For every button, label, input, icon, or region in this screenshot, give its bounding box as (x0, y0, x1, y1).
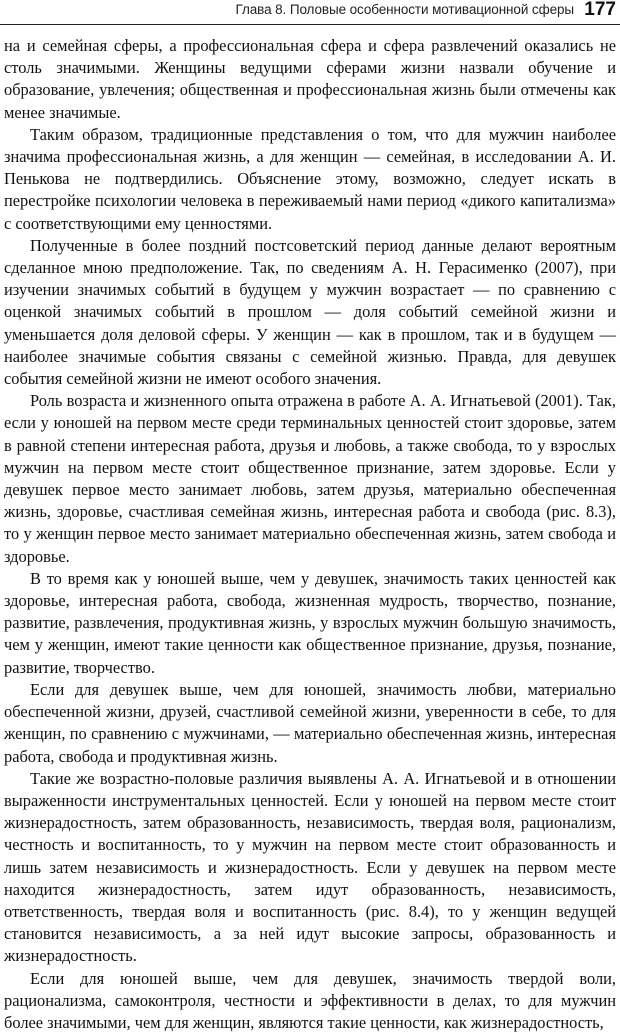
body-text (4, 35, 616, 1034)
running-header (0, 0, 620, 25)
paragraph-continuation: на и семейная сферы, а профессиональная сфера и сфера развлечений оказались не столь значимыми. Женщины ведущими сферами жизни назвали обучение и образование, увлечения; общественная и профессиональная жизнь были отмечены как менее значимые. (4, 36, 616, 122)
paragraph: В то время как у юношей выше, чем у девушек, значимость таких ценностей как здоровье, интересная работа, свобода, жизненная мудрость, творчество, познание, развитие, развлечения, продуктивная жизнь, у взрослых мужчин большую значимость, чем у женщин, имеют такие ценности как общественное признание, друзья, познание, развитие, творчество. (4, 568, 616, 677)
chapter-title: Глава 8. Половые особенности мотивационной сферы (235, 2, 574, 17)
paragraph: Если для юношей выше, чем для девушек, значимость твердой воли, рационализма, самоконтроля, честности и эффективности в делах, то для мужчин более значимыми, чем для женщин, являются такие ценности, как жизнерадостность, (4, 968, 616, 1032)
paragraph: Роль возраста и жизненного опыта отражена в работе А. А. Игнатьевой (2001). Так, если у юношей на первом месте среди терминальных ценностей стоит здоровье, затем в равной степени интересная работа, друзья и любовь, а также свобода, то у взрослых мужчин на первом месте стоит общественное признание, затем здоровье. Если у девушек первое место занимает любовь, затем друзья, материально обеспеченная жизнь, здоровье, счастливая семейная жизнь, интересная работа и свобода (рис. 8.3), то у женщин первое место занимает материально обеспеченная жизнь, затем свобода и здоровье. (4, 391, 616, 566)
paragraph: Если для девушек выше, чем для юношей, значимость любви, материально обеспеченной жизни, друзей, счастливой семейной жизни, уверенности в себе, то для женщин, по сравнению с мужчинами, — материально обеспеченная жизнь, интересная работа, свобода и продуктивная жизнь. (4, 679, 616, 766)
paragraph: Такие же возрастно-половые различия выявлены А. А. Игнатьевой и в отношении выраженности инструментальных ценностей. Если у юношей на первом месте стоит жизнерадостность, затем образованность, независимость, твердая воля, рационализм, честность и воспитанность, то у мужчин на первом месте стоит образованность и лишь затем независимость и жизнерадостность. Если у девушек на первом месте находится жизнерадостность, затем идут образованность, независимость, ответственность, твердая воля и воспитанность (рис. 8.4), то у женщин ведущей становится независимость, а за ней идут высокие запросы, образованность и жизнерадостность. (4, 768, 616, 966)
page-number: 177 (584, 0, 616, 20)
paragraph: Полученные в более поздний постсоветский период данные делают вероятным сделанное мною предположение. Так, по сведениям А. Н. Герасименко (2007), при изучении значимых событий в будущем у мужчин возрастает — по сравнению с оценкой значимых событий в прошлом — доля событий семейной жизни и уменьшается доля деловой сферы. У женщин — как в прошлом, так и в будущем — наиболее значимые события связаны с семейной жизнью. Правда, для девушек события семейной жизни не имеют особого значения. (4, 235, 616, 389)
paragraph: Таким образом, традиционные представления о том, что для мужчин наиболее значима профессиональная жизнь, а для женщин — семейная, в исследовании А. И. Пенькова не подтвердились. Объяснение этому, возможно, следует искать в перестройке психологии человека в переживаемый нами период «дикого капитализма» с соответствующими ему ценностями. (4, 124, 616, 233)
